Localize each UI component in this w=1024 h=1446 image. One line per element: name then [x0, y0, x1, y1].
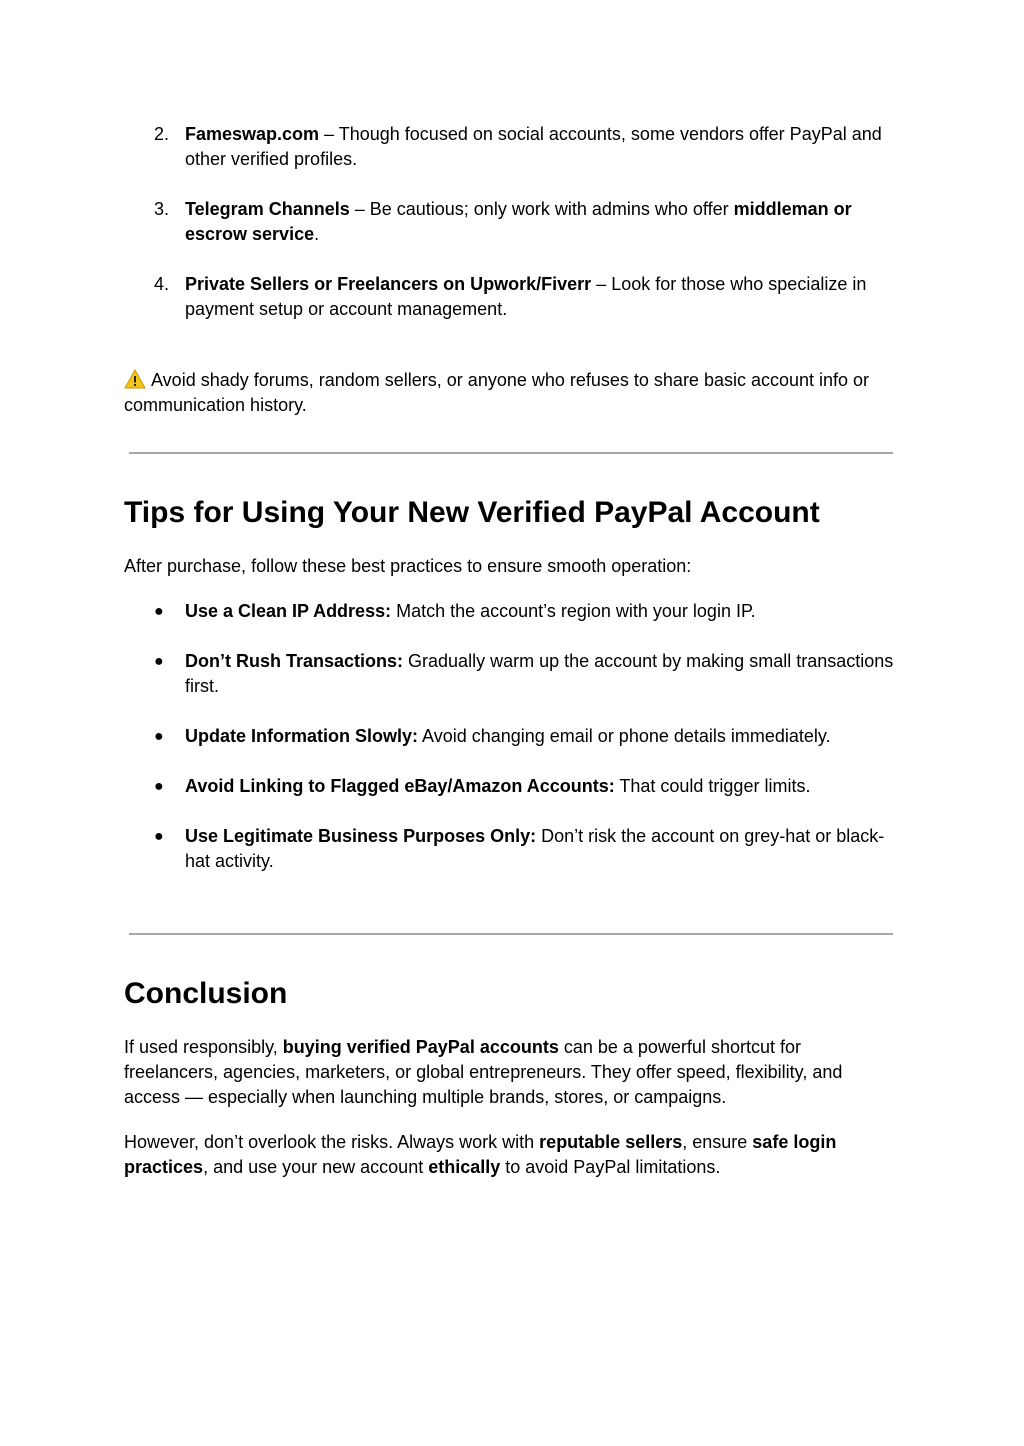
bullet-item — [124, 649, 894, 699]
section-heading: Tips for Using Your New Verified PayPal Account — [124, 496, 820, 529]
section-divider — [129, 452, 893, 454]
bullet-item-content — [185, 599, 894, 624]
section-divider — [129, 933, 893, 935]
list-number: 3. — [154, 199, 170, 219]
list-item-text: – Be cautious; only work with admins who offer — [349, 199, 734, 219]
bullet-item-content — [185, 824, 894, 874]
bullet-item-content — [185, 649, 894, 699]
bullet-marker: ● — [154, 778, 164, 795]
paragraph-emphasis: buying verified PayPal accounts — [282, 1037, 559, 1057]
list-item-title: Fameswap.com — [185, 124, 320, 144]
paragraph-text: to avoid PayPal limitations. — [500, 1157, 721, 1177]
paragraph-text: , and use your new account — [203, 1157, 429, 1177]
bullet-item-title: Use Legitimate Business Purposes Only: — [185, 826, 537, 846]
section-heading: Conclusion — [124, 977, 288, 1010]
warning-icon — [124, 369, 146, 389]
bullet-marker: ● — [154, 728, 164, 745]
bullet-item — [124, 774, 894, 799]
bullet-item-content — [185, 774, 894, 799]
bullet-marker: ● — [154, 603, 164, 620]
list-number: 4. — [154, 274, 170, 294]
bullet-item-title: Avoid Linking to Flagged eBay/Amazon Accounts: — [185, 776, 615, 796]
list-item-text: – Though focused on social accounts, some vendors offer PayPal and other verified profiles. — [185, 124, 882, 169]
paragraph-text: If used responsibly, — [124, 1037, 283, 1057]
bullet-item-text: That could trigger limits. — [614, 776, 811, 796]
bullet-item-text: Avoid changing email or phone details immediately. — [418, 726, 831, 746]
list-item-title: Telegram Channels — [185, 199, 350, 219]
paragraph-emphasis: ethically — [428, 1157, 501, 1177]
bullet-item-text: Match the account’s region with your login IP. — [391, 601, 756, 621]
bullet-item-title: Use a Clean IP Address: — [185, 601, 392, 621]
bullet-item-content — [185, 724, 894, 749]
paragraph-text: can be a powerful shortcut for freelancers, agencies, marketers, or global entrepreneurs. They offer speed, flexibility, and access — especially when launching multiple brands, stores, or campaigns. — [124, 1037, 843, 1107]
list-item — [124, 272, 894, 322]
list-item — [124, 197, 894, 247]
list-item-text-end: . — [314, 224, 320, 244]
list-number: 2. — [154, 124, 170, 144]
bullet-item-title: Don’t Rush Transactions: — [185, 651, 404, 671]
list-item-content — [185, 272, 894, 322]
bullet-item-text: Don’t risk the account on grey-hat or black-hat activity. — [185, 826, 885, 871]
bullet-item — [124, 724, 894, 749]
paragraph-emphasis: reputable sellers — [539, 1132, 683, 1152]
bullet-item — [124, 824, 894, 874]
list-item-title: Private Sellers or Freelancers on Upwork/Fiverr — [185, 274, 592, 294]
bullet-item-title: Update Information Slowly: — [185, 726, 419, 746]
warning-paragraph — [124, 368, 894, 418]
section-intro: After purchase, follow these best practices to ensure smooth operation: — [124, 556, 692, 576]
list-item-emphasis: middleman or escrow service — [185, 199, 852, 244]
warning-text: Avoid shady forums, random sellers, or anyone who refuses to share basic account info or communication history. — [124, 370, 870, 415]
list-item — [124, 122, 894, 172]
conclusion-paragraph — [124, 1130, 894, 1180]
conclusion-paragraph — [124, 1035, 894, 1110]
bullet-marker: ● — [154, 653, 164, 670]
list-item-text: – Look for those who specialize in payment setup or account management. — [185, 274, 867, 319]
paragraph-text: However, don’t overlook the risks. Always work with — [124, 1132, 540, 1152]
paragraph-text: , ensure — [682, 1132, 753, 1152]
bullet-item — [124, 599, 894, 624]
bullet-item-text: Gradually warm up the account by making small transactions first. — [185, 651, 894, 696]
paragraph-emphasis: safe login practices — [124, 1132, 837, 1177]
list-item-content — [185, 197, 894, 247]
bullet-marker: ● — [154, 828, 164, 845]
list-item-content — [185, 122, 894, 172]
